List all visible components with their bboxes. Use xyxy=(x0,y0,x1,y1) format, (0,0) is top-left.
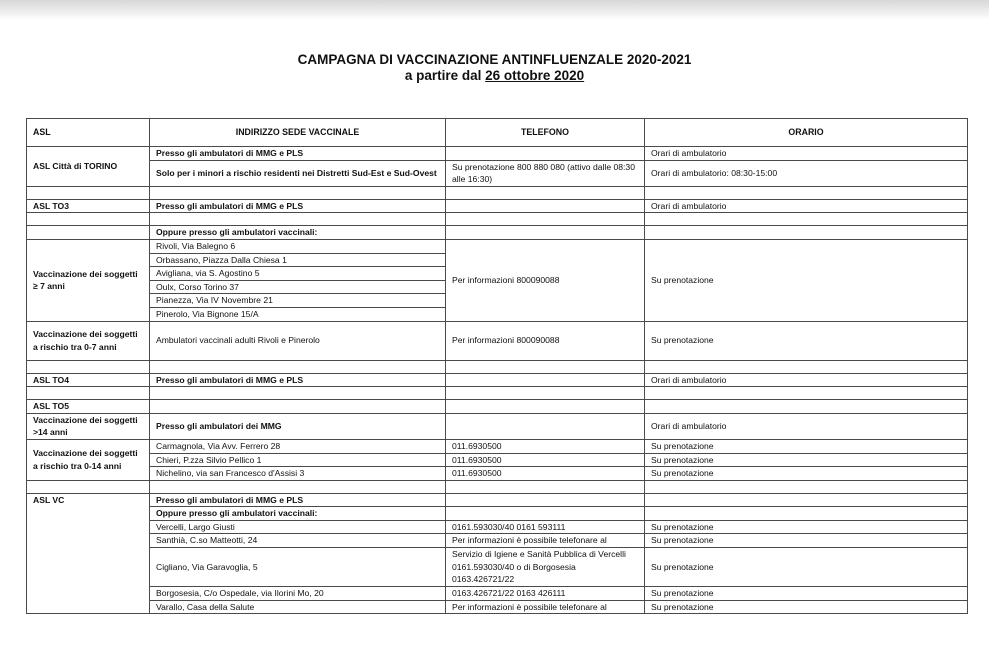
sede-cell: Presso gli ambulatori di MMG e PLS xyxy=(150,493,446,507)
telefono-cell: Per informazioni è possibile telefonare al xyxy=(446,534,645,548)
table-row xyxy=(27,520,968,534)
table-row xyxy=(27,199,968,213)
sede-cell: Borgosesia, C/o Ospedale, via Ilorini Mo, 20 xyxy=(150,587,446,601)
table-row xyxy=(27,160,968,186)
sede-cell: Presso gli ambulatori di MMG e PLS xyxy=(150,147,446,161)
sede-cell: Solo per i minori a rischio residenti nei Distretti Sud-Est e Sud-Ovest xyxy=(150,160,446,186)
top-edge-shadow xyxy=(0,0,989,20)
subtitle-prefix: a partire dal xyxy=(404,68,486,83)
orario-cell: Su prenotazione xyxy=(645,548,968,587)
orario-cell: Su prenotazione xyxy=(645,467,968,481)
sede-cell: Pianezza, Via IV Novembre 21 xyxy=(150,294,446,308)
header-row xyxy=(27,119,968,147)
sede-cell: Santhià, C.so Matteotti, 24 xyxy=(150,534,446,548)
header-asl: ASL xyxy=(27,119,150,147)
spacer-row xyxy=(27,387,968,400)
telefono-cell xyxy=(446,147,645,161)
sede-cell: Chieri, P.zza Silvio Pellico 1 xyxy=(150,453,446,467)
group-cell: Vaccinazione dei soggetti ≥ 7 anni xyxy=(27,239,150,321)
sede-cell: Vercelli, Largo Giusti xyxy=(150,520,446,534)
header-orario: ORARIO xyxy=(645,119,968,147)
orario-cell: Su prenotazione xyxy=(645,587,968,601)
asl-cell: ASL TO3 xyxy=(27,199,150,213)
telefono-cell xyxy=(446,373,645,387)
sede-cell: Presso gli ambulatori dei MMG xyxy=(150,413,446,439)
orario-cell: Orari di ambulatorio xyxy=(645,147,968,161)
sede-cell: Oppure presso gli ambulatori vaccinali: xyxy=(150,226,446,240)
group-cell: Vaccinazione dei soggetti a rischio tra 0-14 anni xyxy=(27,439,150,480)
sede-cell: Oppure presso gli ambulatori vaccinali: xyxy=(150,507,446,521)
table-row xyxy=(27,507,968,521)
spacer-row xyxy=(27,360,968,373)
table-row xyxy=(27,147,968,161)
telefono-cell: Per informazioni è possibile telefonare al xyxy=(446,600,645,614)
telefono-cell xyxy=(446,199,645,213)
table-row xyxy=(27,587,968,601)
orario-cell: Orari di ambulatorio xyxy=(645,199,968,213)
table-row xyxy=(27,413,968,439)
spacer-row xyxy=(27,480,968,493)
asl-cell: ASL TO5 xyxy=(27,400,150,414)
telefono-cell: 011.6930500 xyxy=(446,453,645,467)
sede-cell: Pinerolo, Via Bignone 15/A xyxy=(150,307,446,321)
table-row xyxy=(27,373,968,387)
orario-cell: Orari di ambulatorio: 08:30-15:00 xyxy=(645,160,968,186)
orario-cell: Su prenotazione xyxy=(645,600,968,614)
sede-cell: Varallo, Casa della Salute xyxy=(150,600,446,614)
page-subtitle xyxy=(0,68,989,83)
page-title: CAMPAGNA DI VACCINAZIONE ANTINFLUENZALE 2020-2021 xyxy=(297,52,692,67)
telefono-cell: Servizio di Igiene e Sanità Pubblica di Vercelli 0161.593030/40 o di Borgosesia 0163.426721/22 xyxy=(446,548,645,587)
sede-cell: Avigliana, via S. Agostino 5 xyxy=(150,267,446,281)
table-row xyxy=(27,453,968,467)
header-sede: INDIRIZZO SEDE VACCINALE xyxy=(150,119,446,147)
group-cell: Vaccinazione dei soggetti >14 anni xyxy=(27,413,150,439)
orario-cell: Su prenotazione xyxy=(645,534,968,548)
sede-cell: Rivoli, Via Balegno 6 xyxy=(150,239,446,253)
orario-cell: Orari di ambulatorio xyxy=(645,373,968,387)
telefono-cell xyxy=(446,413,645,439)
orario-cell: Su prenotazione xyxy=(645,520,968,534)
orario-cell: Su prenotazione xyxy=(645,439,968,453)
header-telefono: TELEFONO xyxy=(446,119,645,147)
sede-cell: Carmagnola, Via Avv. Ferrero 28 xyxy=(150,439,446,453)
sede-cell: Cigliano, Via Garavoglia, 5 xyxy=(150,548,446,587)
asl-cell: ASL VC xyxy=(27,493,150,614)
sede-cell: Orbassano, Piazza Dalla Chiesa 1 xyxy=(150,253,446,267)
spacer-row xyxy=(27,213,968,226)
table-row xyxy=(27,600,968,614)
table-row xyxy=(27,321,968,360)
spacer-row xyxy=(27,186,968,199)
orario-cell: Su prenotazione xyxy=(645,239,968,321)
sede-cell: Presso gli ambulatori di MMG e PLS xyxy=(150,199,446,213)
telefono-cell: Su prenotazione 800 880 080 (attivo dalle 08:30 alle 16:30) xyxy=(446,160,645,186)
table-row xyxy=(27,239,968,253)
orario-cell: Orari di ambulatorio xyxy=(645,413,968,439)
telefono-cell: 011.6930500 xyxy=(446,439,645,453)
group-cell: Vaccinazione dei soggetti a rischio tra 0-7 anni xyxy=(27,321,150,360)
orario-cell: Su prenotazione xyxy=(645,453,968,467)
table-row xyxy=(27,493,968,507)
sede-cell: Presso gli ambulatori di MMG e PLS xyxy=(150,373,446,387)
sede-cell: Ambulatori vaccinali adulti Rivoli e Pinerolo xyxy=(150,321,446,360)
telefono-cell: Per informazioni 800090088 xyxy=(446,239,645,321)
table-row xyxy=(27,400,968,414)
telefono-cell: 0163.426721/22 0163 426111 xyxy=(446,587,645,601)
table-row xyxy=(27,548,968,587)
table-row xyxy=(27,439,968,453)
sede-cell: Oulx, Corso Torino 37 xyxy=(150,280,446,294)
telefono-cell: 0161.593030/40 0161 593111 xyxy=(446,520,645,534)
telefono-cell: Per informazioni 800090088 xyxy=(446,321,645,360)
vaccination-table xyxy=(26,118,968,614)
asl-cell: ASL TO4 xyxy=(27,373,150,387)
table-row xyxy=(27,226,968,240)
telefono-cell: 011.6930500 xyxy=(446,467,645,481)
table-row xyxy=(27,534,968,548)
orario-cell: Su prenotazione xyxy=(645,321,968,360)
subtitle-date: 26 ottobre 2020 xyxy=(485,68,585,83)
asl-cell: ASL Città di TORINO xyxy=(27,147,150,187)
sede-cell: Nichelino, via san Francesco d'Assisi 3 xyxy=(150,467,446,481)
table-row xyxy=(27,467,968,481)
